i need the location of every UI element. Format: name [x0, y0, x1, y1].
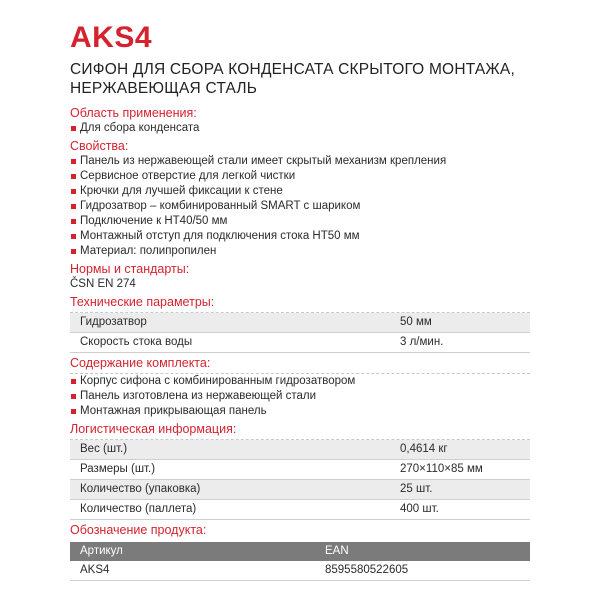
- table-row: [70, 440, 530, 460]
- product-sheet: [70, 22, 530, 581]
- list-item: Панель изготовлена из нержавеющей стали: [70, 389, 530, 404]
- spec-value: 50 мм: [400, 313, 530, 333]
- designation-table: [70, 542, 530, 581]
- contents-heading: Содержание комплекта:: [70, 356, 530, 374]
- technical-heading: Технические параметры:: [70, 295, 530, 313]
- spec-label: Количество (паллета): [70, 500, 400, 520]
- contents-list: [70, 374, 530, 419]
- spec-value: 3 л/мин.: [400, 333, 530, 353]
- properties-heading: Свойства:: [70, 139, 129, 153]
- spec-value: 25 шт.: [400, 480, 530, 500]
- application-heading: Область применения:: [70, 106, 197, 120]
- list-item: Крючки для лучшей фиксации к стене: [70, 184, 530, 199]
- list-item: Подключение к HT40/50 мм: [70, 214, 530, 229]
- list-item: Панель из нержавеющей стали имеет скрытый механизм крепления: [70, 154, 530, 169]
- list-item: Для сбора конденсата: [70, 121, 530, 136]
- spec-value: 400 шт.: [400, 500, 530, 520]
- product-subtitle: [70, 60, 530, 98]
- ean-header: EAN: [325, 542, 530, 561]
- product-code-title: AKS4: [70, 21, 153, 54]
- ean-value: 8595580522605: [325, 561, 530, 581]
- list-item: Корпус сифона с комбинированным гидрозатвором: [70, 374, 530, 389]
- logistics-table: [70, 440, 530, 520]
- spec-value: 270×110×85 мм: [400, 460, 530, 480]
- spec-value: 0,4614 кг: [400, 440, 530, 460]
- properties-list: [70, 154, 530, 259]
- table-row: [70, 460, 530, 480]
- logistics-heading: Логистическая информация:: [70, 422, 530, 440]
- spec-label: Гидрозатвор: [70, 313, 400, 333]
- list-item: Гидрозатвор – комбинированный SMART с шариком: [70, 199, 530, 214]
- standards-heading: Нормы и стандарты:: [70, 262, 190, 276]
- table-header-row: [70, 542, 530, 561]
- table-row: [70, 561, 530, 581]
- table-row: [70, 313, 530, 333]
- subtitle-line-2: НЕРЖАВЕЮЩАЯ СТАЛЬ: [70, 80, 258, 97]
- spec-label: Скорость стока воды: [70, 333, 400, 353]
- spec-label: Вес (шт.): [70, 440, 400, 460]
- table-row: [70, 500, 530, 520]
- table-row: [70, 480, 530, 500]
- spec-label: Количество (упаковка): [70, 480, 400, 500]
- table-row: [70, 333, 530, 353]
- article-value: AKS4: [70, 561, 325, 581]
- list-item: Монтажный отступ для подключения стока HT50 мм: [70, 229, 530, 244]
- technical-table: [70, 313, 530, 353]
- standards-value: ČSN EN 274: [70, 278, 136, 290]
- list-item: Сервисное отверстие для легкой чистки: [70, 169, 530, 184]
- application-list: [70, 121, 530, 136]
- list-item: Монтажная прикрывающая панель: [70, 404, 530, 419]
- article-header: Артикул: [70, 542, 325, 561]
- spec-label: Размеры (шт.): [70, 460, 400, 480]
- designation-heading: Обозначение продукта:: [70, 523, 207, 537]
- list-item: Материал: полипропилен: [70, 244, 530, 259]
- subtitle-line-1: СИФОН ДЛЯ СБОРА КОНДЕНСАТА СКРЫТОГО МОНТАЖА,: [70, 61, 515, 78]
